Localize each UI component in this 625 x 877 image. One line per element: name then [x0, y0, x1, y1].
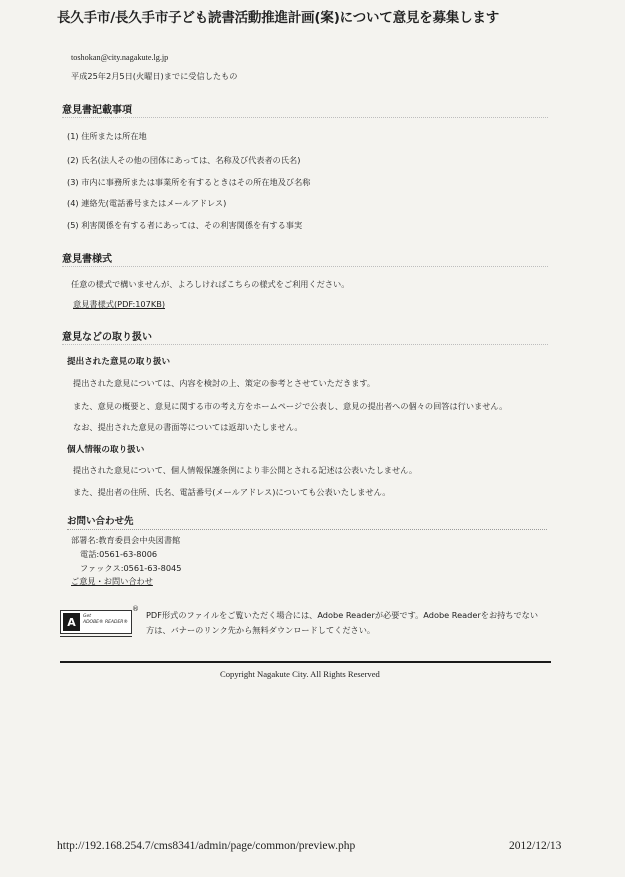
- handling-paragraph: 提出された意見については、内容を検討の上、策定の参考とさせていただきます。: [73, 378, 376, 388]
- print-url: http://192.168.254.7/cms8341/admin/page/common/preview.php: [57, 840, 356, 852]
- subheading-personal-info: 個人情報の取り扱い: [67, 445, 145, 455]
- divider: [60, 636, 132, 637]
- subheading-opinion-handling: 提出された意見の取り扱い: [67, 357, 171, 367]
- contact-heading: お問い合わせ先: [67, 513, 547, 530]
- adobe-reader-banner[interactable]: [60, 610, 132, 634]
- handling-paragraph: なお、提出された意見の書面等については返却いたしません。: [73, 422, 303, 432]
- list-item: (3) 市内に事務所または事業所を有するときはその所在地及び名称: [67, 177, 311, 187]
- contact-department: 部署名:教育委員会中央図書館: [71, 535, 181, 545]
- divider: [62, 117, 548, 118]
- adobe-note-line1: PDF形式のファイルをご覧いただく場合には、Adobe Readerが必要です。Adobe Readerをお持ちでない: [146, 610, 539, 620]
- adobe-banner-line2: ADOBE® READER®: [83, 620, 128, 625]
- contact-link[interactable]: ご意見・お問い合わせ: [71, 576, 153, 586]
- adobe-registered-mark: ®: [132, 605, 139, 613]
- footer-divider: [60, 661, 551, 663]
- contact-phone: 電話:0561-63-8006: [80, 549, 158, 559]
- section-heading-items: 意見書記載事項: [62, 105, 132, 116]
- adobe-banner-text: [83, 614, 128, 626]
- format-pdf-link[interactable]: 意見書様式(PDF:107KB): [73, 299, 166, 309]
- divider: [62, 266, 548, 267]
- divider: [62, 344, 548, 345]
- handling-paragraph: 提出された意見について、個人情報保護条例により非公開とされる記述は公表いたしません。: [73, 465, 418, 475]
- list-item: (1) 住所または所在地: [67, 131, 147, 141]
- deadline-text: 平成25年2月5日(火曜日)までに受信したもの: [71, 71, 238, 81]
- handling-paragraph: また、意見の概要と、意見に関する市の考え方をホームページで公表し、意見の提出者への個々の回答は行いません。: [73, 401, 508, 411]
- page-title: 長久手市/長久手市子ども読書活動推進計画(案)について意見を募集します: [57, 10, 499, 26]
- adobe-banner-line1: Get: [83, 614, 92, 619]
- adobe-note-line2: 方は、バナーのリンク先から無料ダウンロードしてください。: [146, 625, 376, 635]
- adobe-icon: A: [63, 613, 80, 631]
- section-heading-handling: 意見などの取り扱い: [62, 332, 152, 343]
- list-item: (2) 氏名(法人その他の団体にあっては、名称及び代表者の氏名): [67, 155, 301, 165]
- list-item: (5) 利害関係を有する者にあっては、その利害関係を有する事実: [67, 220, 303, 230]
- format-text: 任意の様式で構いませんが、よろしければこちらの様式をご利用ください。: [71, 279, 350, 289]
- contact-email: toshokan@city.nagakute.lg.jp: [71, 53, 169, 62]
- copyright-text: Copyright Nagakute City. All Rights Reserved: [220, 669, 380, 679]
- contact-fax: ファックス:0561-63-8045: [80, 563, 182, 573]
- handling-paragraph: また、提出者の住所、氏名、電話番号(メールアドレス)についても公表いたしません。: [73, 487, 391, 497]
- list-item: (4) 連絡先(電話番号またはメールアドレス): [67, 198, 227, 208]
- section-heading-format: 意見書様式: [62, 254, 112, 265]
- print-date: 2012/12/13: [509, 840, 562, 852]
